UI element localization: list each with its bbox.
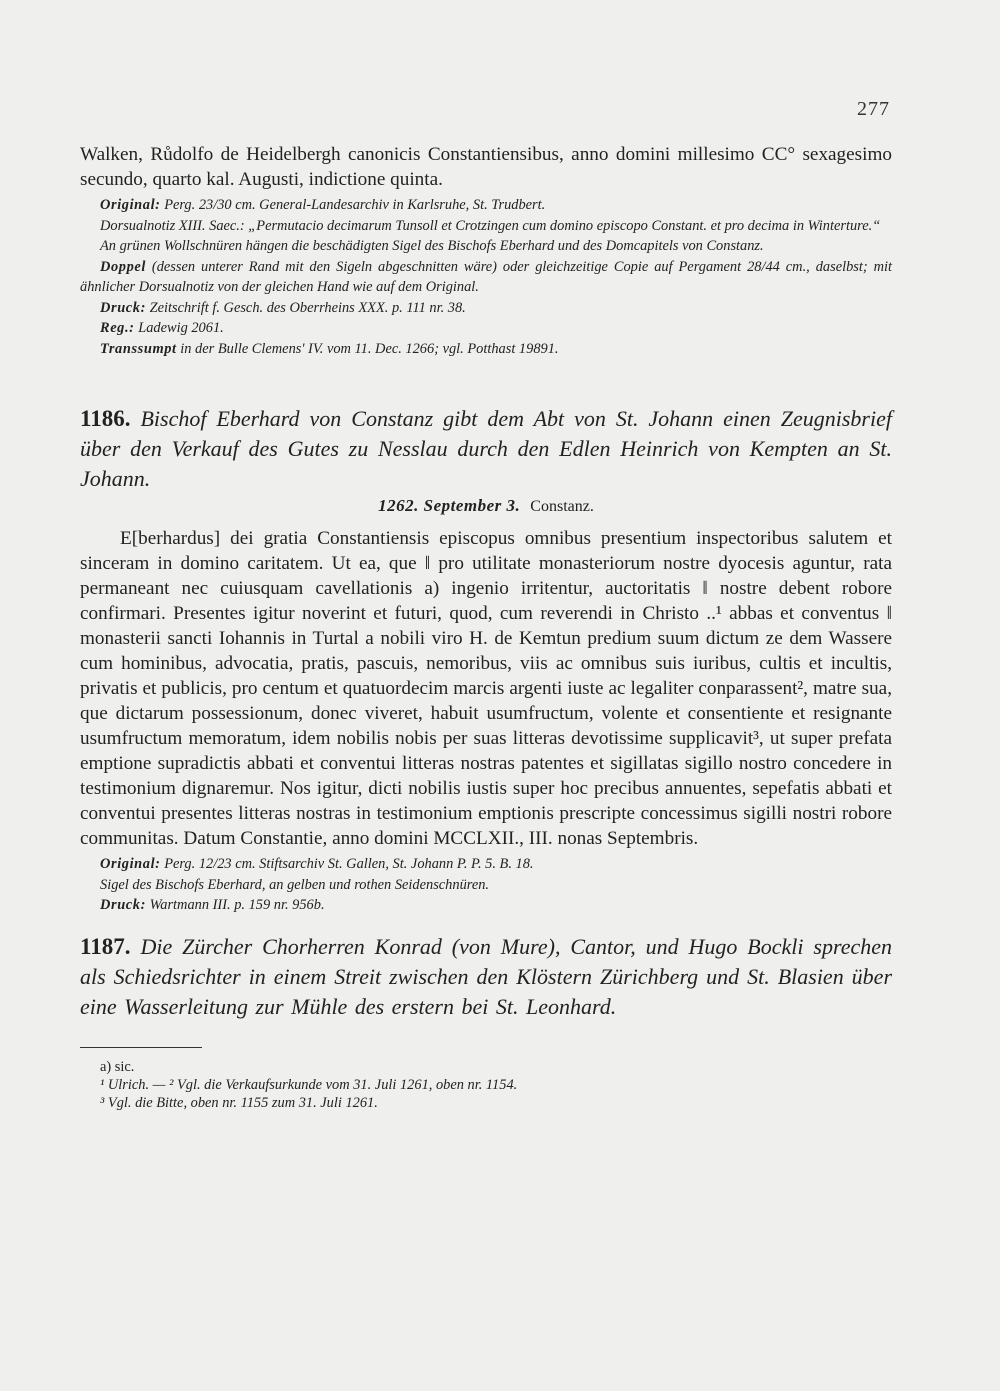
note-original: Original: Perg. 23/30 cm. General-Landesarchiv in Karlsruhe, St. Trudbert. [100,197,546,213]
document-1186-date: 1262. September 3. [378,496,521,515]
footnote-3: ³ Vgl. die Bitte, oben nr. 1155 zum 31. Juli 1261. [100,1095,378,1111]
footnote-1-2: ¹ Ulrich. — ² Vgl. die Verkaufsurkunde vom 31. Juli 1261, oben nr. 1154. [100,1077,518,1093]
document-1186 [80,404,892,916]
note-regest: Reg.: Ladewig 2061. [100,320,224,336]
document-1186-title: Bischof Eberhard von Constanz gibt dem Abt von St. Johann einen Zeugnisbrief über den Verkauf des Gutes zu Nesslau durch den Edlen Heinrich von Kempten an St. Johann. [80,406,892,491]
note-seal: Sigel des Bischofs Eberhard, an gelben und rothen Seidenschnüren. [100,876,490,893]
previous-document-notes [80,195,892,359]
document-1186-notes [80,854,892,916]
footnote-a: a) sic. [100,1059,135,1075]
document-1186-body: E[berhardus] dei gratia Constantiensis episcopus omnibus presentium inspectoribus salutem et sinceram in domino caritatem. Ut ea, que ‖ pro utilitate monasteriorum nostre dyocesis aguntur, rata permaneant nec cuiusquam cavellationis a) ingenio irritentur, auctoritatis ‖ nostre debent robore confirmari. Presentes igitur noverint et futuri, quod, cum reverendi in Christo ..¹ abbas et conventus ‖ monasterii sancti Iohannis in Turtal a nobili viro H. de Kemtun predium suum dictum ze dem Wassere cum hominibus, advocatia, pratis, pascuis, nemoribus, viis ac omnibus suis iuribus, cultis et incultis, privatis et publicis, pro centum et quatuordecim marcis argenti iuste ac legaliter conparassent², matre sua, que dictarum possessionum, donec viveret, habuit usumfructum, volente et consentiente et resignante usumfructum memoratum, idem nobilis nobis per suas litteras devotissime supplicavit³, ut super prefata emptione supradictis abbati et conventui litteras nostras patentes et sigillatas sigillo nostro concedere in testimonium dignaremur. Nos igitur, dicti nobilis iustis super hoc precibus annuentes, sepefatis abbati et conventui presentes litteras nostras in testimonium emptionis prescripte concessimus sigilli nostri robore communitas. Datum Constantie, anno domini MCCLXII., III. nonas Septembris. [80,528,892,849]
note-seals: An grünen Wollschnüren hängen die beschädigten Sigel des Bischofs Eberhard und des Domcapitels von Constanz. [100,238,764,254]
document-1186-number: 1186. [80,406,131,431]
note-dorsualnotiz: Dorsualnotiz XIII. Saec.: „Permutacio decimarum Tunsoll et Crotzingen cum domino episcopo Constant. et pro decima in Winterture.“ [100,217,881,234]
document-1186-place: Constanz. [530,498,594,515]
document-1187-title: Die Zürcher Chorherren Konrad (von Mure), Cantor, und Hugo Bockli sprechen als Schiedsrichter in einem Streit zwischen den Klöstern Zürichberg und St. Blasien über eine Wasserleitung zur Mühle des erstern bei St. Leonhard. [80,934,892,1019]
document-1186-heading [80,404,892,494]
note-druck: Druck: Zeitschrift f. Gesch. des Oberrheins XXX. p. 111 nr. 38. [100,299,466,316]
footnote-divider [80,1047,202,1048]
note-transsumpt: Transsumpt in der Bulle Clemens' IV. vom 11. Dec. 1266; vgl. Potthast 19891. [100,340,559,357]
footnotes [80,1058,892,1112]
previous-document-continuation [80,142,892,359]
page-number: 277 [857,98,890,120]
document-1187-heading [80,932,892,1022]
note-original: Original: Perg. 12/23 cm. Stiftsarchiv St. Gallen, St. Johann P. P. 5. B. 18. [100,856,534,872]
document-1187-number: 1187. [80,934,131,959]
previous-document-text: Walken, Růdolfo de Heidelbergh canonicis Constantiensibus, anno domini millesimo CC° sexagesimo secundo, quarto kal. Augusti, indictione quinta. [80,144,892,190]
document-1187 [80,932,892,1022]
document-1186-dateline [80,496,892,516]
note-druck: Druck: Wartmann III. p. 159 nr. 956b. [100,897,325,913]
note-doppel: Doppel (dessen unterer Rand mit den Sigeln abgeschnitten wäre) oder gleichzeitige Copie auf Pergament 28/44 cm., daselbst; mit ähnlicher Dorsualnotiz von der gleichen Hand wie auf dem Original. [80,258,892,295]
